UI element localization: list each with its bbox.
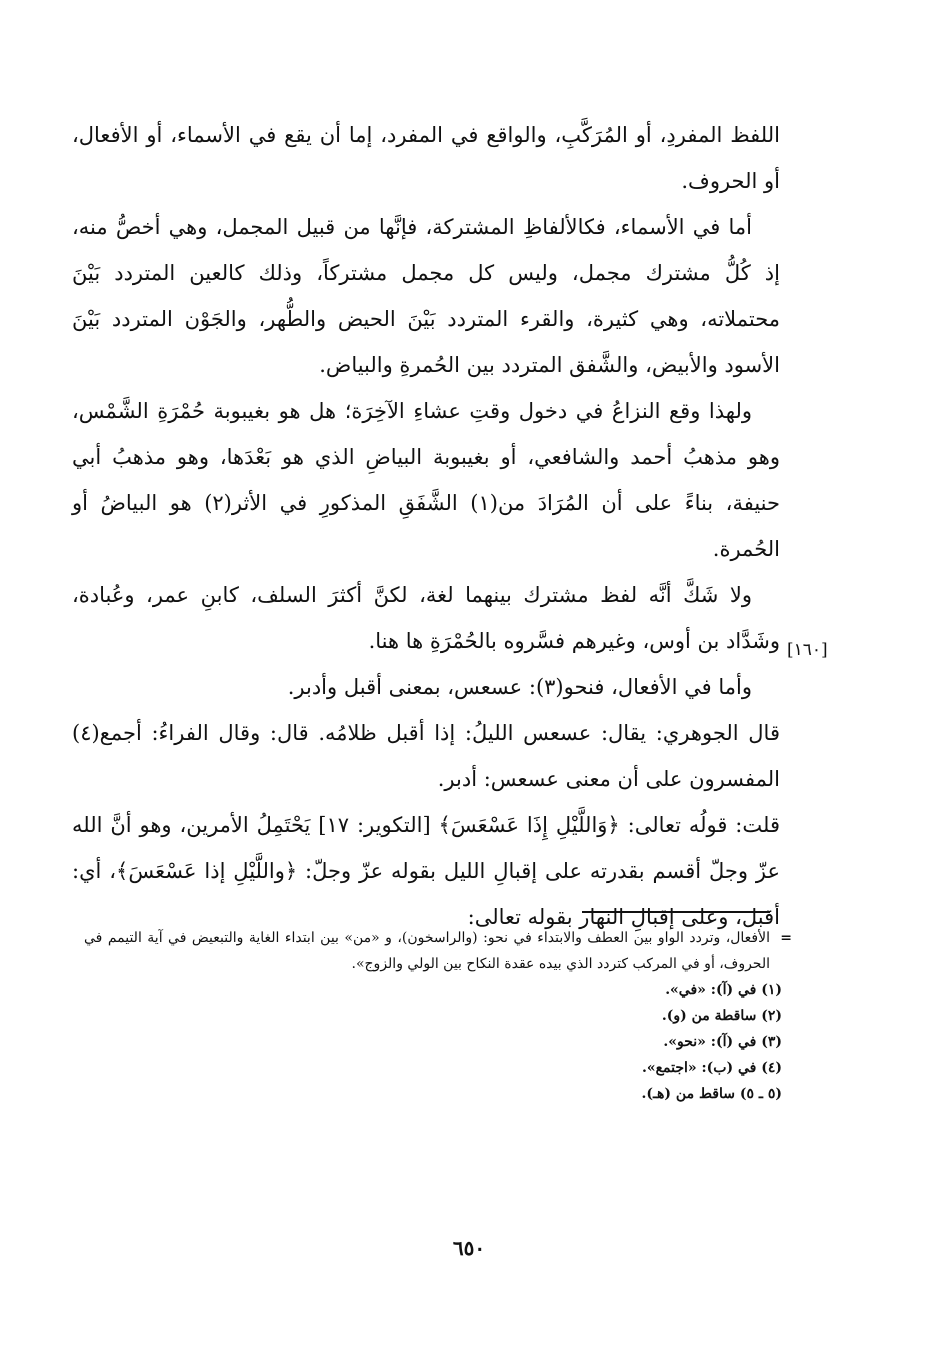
paragraph-4: ولا شَكَّ أنَّه لفظ مشترك بينهما لغة، لكنَّ أكثرَ السلف، كابنِ عمر، وعُبادة، وشَدَّاد بن أوس، وغيرهم فسَّروه بالحُمْرَةِ ها هنا. [72, 583, 780, 653]
margin-page-marker: [١٦٠] [787, 640, 828, 660]
footnote-continuation-mark: = [780, 930, 792, 946]
paragraph-2: أما في الأسماء، فكالألفاظِ المشتركة، فإنَّها من قبيل المجمل، وهي أخصُّ منه، إذ كُلُّ مشترك مجمل، وليس كل مجمل مشتركاً، وذلك كالعين المتردد بَيْنَ محتملاته، وهي كثيرة، والقرء المتردد بَيْنَ الحيض والطُّهر، والجَوْن المتردد بَيْنَ الأسود والأبيض، والشَّفق المتردد بين الحُمرةِ والبياض. [72, 215, 780, 377]
footnote-divider [582, 911, 770, 913]
footnote-5: (٥ ـ ٥) ساقط من (هـ). [641, 1086, 782, 1102]
footnote-3: (٣) في (آ): «نحو». [663, 1034, 782, 1050]
paragraph-5: وأما في الأفعال، فنحو(٣): عسعس، بمعنى أقبل وأدبر. [287, 675, 752, 699]
paragraph-3: ولهذا وقع النزاعُ في دخول وقتِ عشاءِ الآخِرَة؛ هل هو بغيبوبة حُمْرَةِ الشَّمْس، وهو مذهبُ أحمد والشافعي، أو بغيبوبة البياضِ الذي هو بَعْدَها، وهو مذهبُ أبي حنيفة، بناءً على أن المُرَادَ من(١) الشَّفَقِ المذكورِ في الأثر(٢) هو البياضُ أو الحُمرة. [72, 399, 781, 561]
paragraph-6: قال الجوهري: يقال: عسعس الليلُ: إذا أقبل ظلامُه. قال: وقال الفراءُ: أجمع(٤) المفسرون على أن معنى عسعس: أدبر. [72, 721, 780, 791]
footnote-continuation: الأفعال، وتردد الواو بين العطف والابتداء في نحو: (والراسخون)، و «من» بين ابتداء الغاية والتبعيض في آية التيمم في الحروف، أو في المركب كتردد الذي بيده عقدة النكاح بين الولي والزوج». [84, 930, 770, 972]
footnote-4: (٤) في (ب): «اجتمع». [641, 1060, 782, 1076]
paragraph-1: اللفظ المفردِ، أو المُرَكَّبِ، والواقع في المفرد، إما أن يقع في الأسماء، أو الأفعال، أو الحروف. [72, 123, 780, 193]
paragraph-7: قلت: قولُه تعالى: ﴿وَاللَّيْلِ إِذَا عَسْعَسَ﴾ [التكوير: ١٧] يَحْتَمِلُ الأمرين، وهو أنَّ الله عزّ وجلّ أقسم بقدرته على إقبالِ الليل بقوله عزّ وجلّ: ﴿واللَّيْلِ إذا عَسْعَسَ﴾، أي: أقبل، وعلى إقبالِ النهار بقوله تعالى: [72, 813, 780, 929]
page-number: ٦٥٠ [452, 1236, 486, 1260]
main-text [72, 112, 780, 940]
footnotes [84, 925, 790, 1107]
footnote-2: (٢) ساقطة من (و). [661, 1008, 782, 1024]
footnote-1: (١) في (آ): «في». [665, 982, 782, 998]
